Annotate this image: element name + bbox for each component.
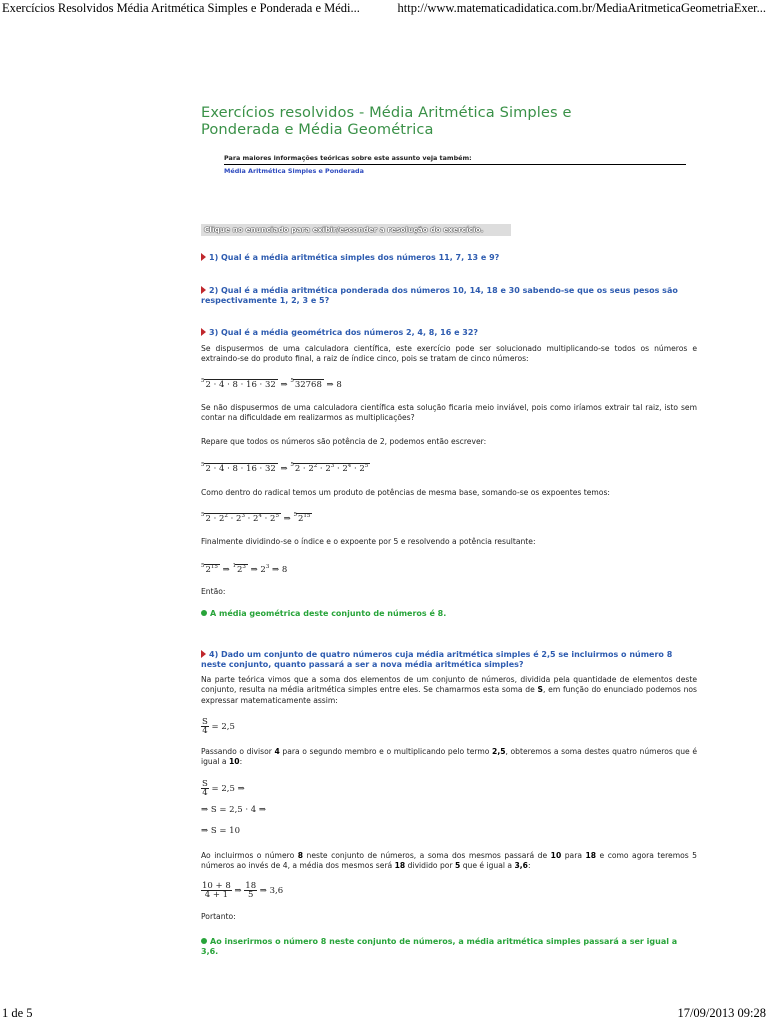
red-arrow-icon (201, 328, 206, 336)
q4-equation-1: $\frac{S}{4}$ = 2,5 (202, 717, 235, 736)
print-header (0, 0, 768, 18)
q3-answer: A média geométrica deste conjunto de números é 8. (201, 609, 697, 619)
red-arrow-icon (201, 253, 206, 261)
page-title (201, 104, 697, 138)
click-hint: Clique no enunciado para exibir/esconder a resolução do exercício. (201, 224, 511, 236)
question-3-text[interactable]: 3) Qual é a média geométrica dos números 2, 4, 8, 16 e 32? (209, 328, 479, 337)
q3-equation-4: $^52^{15}$ ⇒ $^12^3$ ⇒ $2^3$ ⇒ 8 (201, 563, 288, 575)
green-dot-icon (201, 610, 207, 616)
q3-paragraph-2: Se não dispusermos de uma calculadora científica esta solução ficaria meio inviável, pois como iríamos extrair tal raiz, isto sem contar na dificuldade em realizarmos as multiplicações? (201, 403, 697, 423)
q3-paragraph-3: Repare que todos os números são potência de 2, podemos então escrever: (201, 437, 487, 446)
q4-equation-4: ⇒ S = 10 (201, 826, 240, 836)
question-1[interactable] (201, 253, 697, 263)
q4-paragraph-3: Ao incluirmos o número 8 neste conjunto de números, a soma dos mesmos passará de 10 para 18 e como agora teremos 5 números ao invés de 4, a média dos mesmos será 18 dividido por 5 que é igual a 3,6: (201, 851, 698, 871)
question-1-text[interactable]: 1) Qual é a média aritmética simples dos números 11, 7, 13 e 9? (209, 253, 500, 262)
green-dot-icon (201, 938, 207, 944)
q3-equation-2: $^5$2 · 4 · 8 · 16 · 32 ⇒ $^52 \cdot 2^2 \cdot 2^3 \cdot 2^4 \cdot 2^5$ (201, 462, 369, 474)
q4-paragraph-1: Na parte teórica vimos que a soma dos elementos de um conjunto de números, dividida pela quantidade de elementos deste conjunto, resulta na média aritmética simples entre eles. Se chamarmos esta soma de S, em função do enunciado podemos nos expressar matematicamente assim: (201, 675, 697, 705)
q3-equation-3: $^52 \cdot 2^2 \cdot 2^3 \cdot 2^4 \cdot 2^5$ ⇒ $^52^{15}$ (201, 512, 311, 524)
print-header-title: Exercícios Resolvidos Média Aritmética Simples e Ponderada e Médi... (2, 1, 360, 15)
q4-equation-5: $\frac{10 + 8}{4 + 1}$ ⇒ $\frac{18}{5}$ ⇒ 3,6 (202, 881, 284, 900)
q3-equation-1: $^5$2 · 4 · 8 · 16 · 32 ⇒ $^5$32768 ⇒ 8 (201, 378, 342, 390)
question-4-text[interactable]: 4) Dado um conjunto de quatro números cuja média aritmética simples é 2,5 se incluirmos o número 8 neste conjunto, quanto passará a ser a nova média aritmética simples? (201, 650, 673, 669)
q3-paragraph-1: Se dispusermos de uma calculadora científica, este exercício pode ser solucionado multiplicando-se todos os números e extraindo-se do produto final, a raiz de índice cinco, pois se tratam de cinco números: (201, 344, 697, 364)
print-footer (0, 1006, 768, 1024)
print-header-url: http://www.matematicadidatica.com.br/MediaAritmeticaGeometriaExer... (397, 1, 766, 15)
q3-paragraph-4: Como dentro do radical temos um produto de potências de mesma base, somando-se os expoentes temos: (201, 488, 610, 497)
q4-equation-2: $\frac{S}{4}$ = 2,5 ⇒ (202, 779, 245, 798)
question-2-text[interactable]: 2) Qual é a média aritmética ponderada dos números 10, 14, 18 e 30 sabendo-se que os seus pesos são respectivamente 1, 2, 3 e 5? (201, 286, 678, 305)
q3-paragraph-5: Finalmente dividindo-se o índice e o expoente por 5 e resolvendo a potência resultante: (201, 537, 536, 546)
info-link[interactable]: Média Aritmética Simples e Ponderada (224, 167, 364, 175)
q4-answer: Ao inserirmos o número 8 neste conjunto de números, a média aritmética simples passará a ser igual a 3,6. (201, 937, 678, 956)
question-3[interactable] (201, 328, 697, 338)
q4-paragraph-2: Passando o divisor 4 para o segundo membro e o multiplicando pelo termo 2,5, obteremos a soma destes quatro números que é igual a 10: (201, 747, 697, 767)
info-text: Para maiores informações teóricas sobre este assunto veja também: (224, 154, 686, 165)
q4-paragraph-4: Portanto: (201, 912, 236, 921)
red-arrow-icon (201, 286, 206, 294)
page-title-line1: Exercícios resolvidos - Média Aritmética Simples e (201, 104, 572, 121)
page-number: 1 de 5 (2, 1006, 33, 1020)
red-arrow-icon (201, 650, 206, 658)
q4-equation-3: ⇒ S = 2,5 · 4 ⇒ (201, 805, 267, 815)
page-title-line2: Ponderada e Média Geométrica (201, 121, 434, 138)
q3-paragraph-6: Então: (201, 587, 226, 596)
question-2[interactable] (201, 286, 697, 306)
print-timestamp: 17/09/2013 09:28 (677, 1006, 766, 1020)
question-4[interactable] (201, 650, 697, 670)
